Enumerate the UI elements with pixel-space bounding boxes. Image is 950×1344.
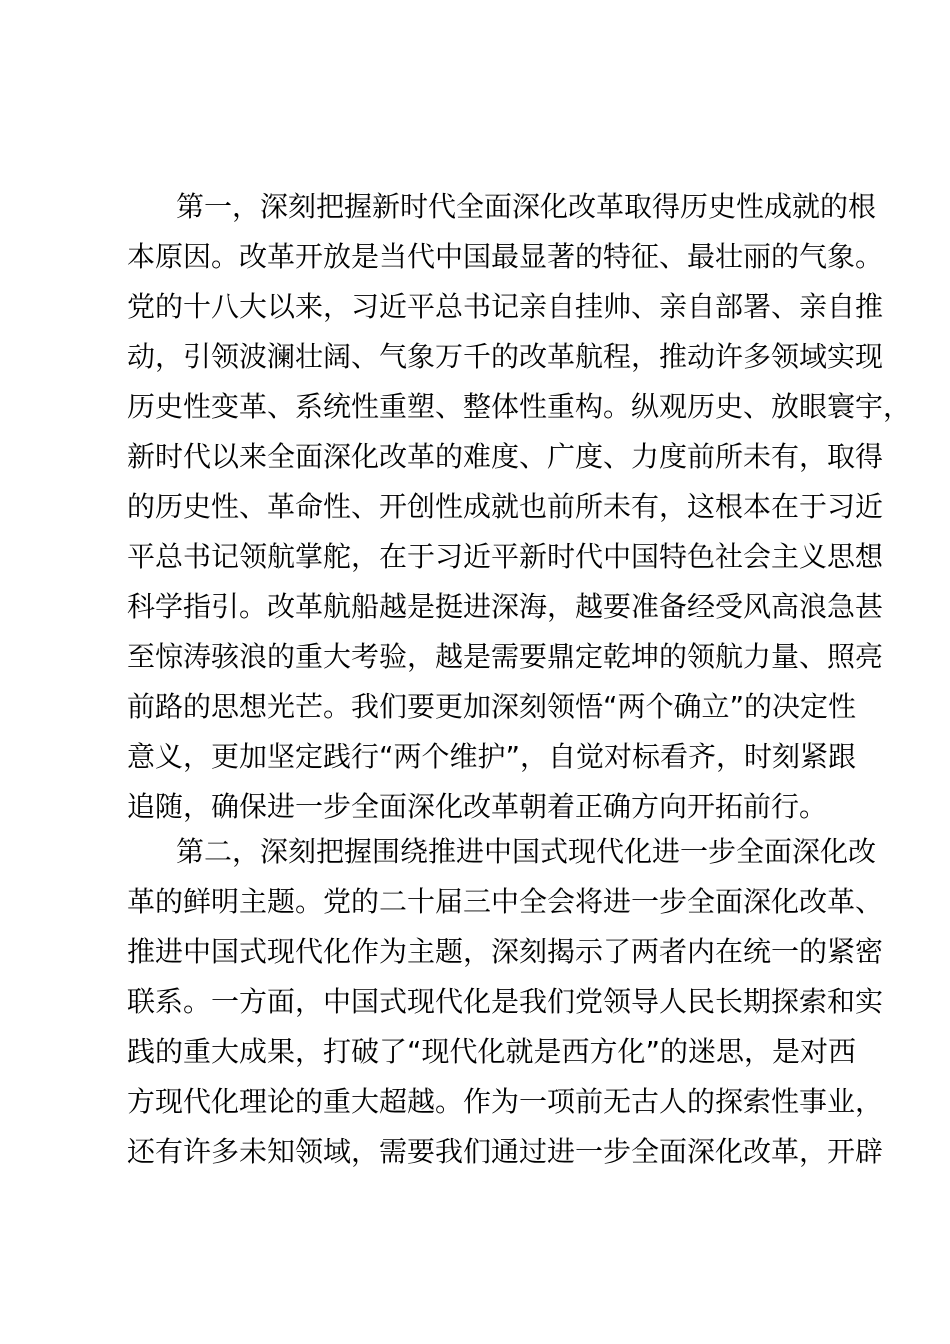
paragraph-line: 第一，深刻把握新时代全面深化改革取得历史性成就的根 [176, 190, 877, 223]
paragraph-line: 意义，更加坚定践行“两个维护”，自觉对标看齐，时刻紧跟 [127, 740, 857, 773]
paragraph-line: 还有许多未知领域，需要我们通过进一步全面深化改革，开辟 [127, 1135, 884, 1168]
paragraph-line: 动，引领波澜壮阔、气象万千的改革航程，推动许多领域实现 [127, 340, 884, 373]
paragraph-line: 联系。一方面，中国式现代化是我们党领导人民长期探索和实 [127, 985, 884, 1018]
paragraph-line: 历史性变革、系统性重塑、整体性重构。纵观历史、放眼寰宇， [127, 390, 912, 423]
paragraph-line: 至惊涛骇浪的重大考验，越是需要鼎定乾坤的领航力量、照亮 [127, 640, 884, 673]
paragraph-line: 本原因。改革开放是当代中国最显著的特征、最壮丽的气象。 [127, 240, 884, 273]
paragraph-line: 的历史性、革命性、开创性成就也前所未有，这根本在于习近 [127, 490, 884, 523]
paragraph-line: 前路的思想光芒。我们要更加深刻领悟“两个确立”的决定性 [127, 690, 857, 723]
paragraph-line: 平总书记领航掌舵，在于习近平新时代中国特色社会主义思想 [127, 540, 884, 573]
paragraph-line: 党的十八大以来，习近平总书记亲自挂帅、亲自部署、亲自推 [127, 290, 884, 323]
paragraph-line: 方现代化理论的重大超越。作为一项前无古人的探索性事业， [127, 1085, 884, 1118]
paragraph-line: 追随，确保进一步全面深化改革朝着正确方向开拓前行。 [127, 790, 828, 823]
paragraph-line: 科学指引。改革航船越是挺进深海，越要准备经受风高浪急甚 [127, 590, 884, 623]
paragraph-line: 新时代以来全面深化改革的难度、广度、力度前所未有，取得 [127, 440, 884, 473]
paragraph-line: 第二，深刻把握围绕推进中国式现代化进一步全面深化改 [176, 835, 877, 868]
paragraph-line: 践的重大成果，打破了“现代化就是西方化”的迷思，是对西 [127, 1035, 857, 1068]
paragraph-line: 革的鲜明主题。党的二十届三中全会将进一步全面深化改革、 [127, 885, 884, 918]
paragraph-line: 推进中国式现代化作为主题，深刻揭示了两者内在统一的紧密 [127, 935, 884, 968]
